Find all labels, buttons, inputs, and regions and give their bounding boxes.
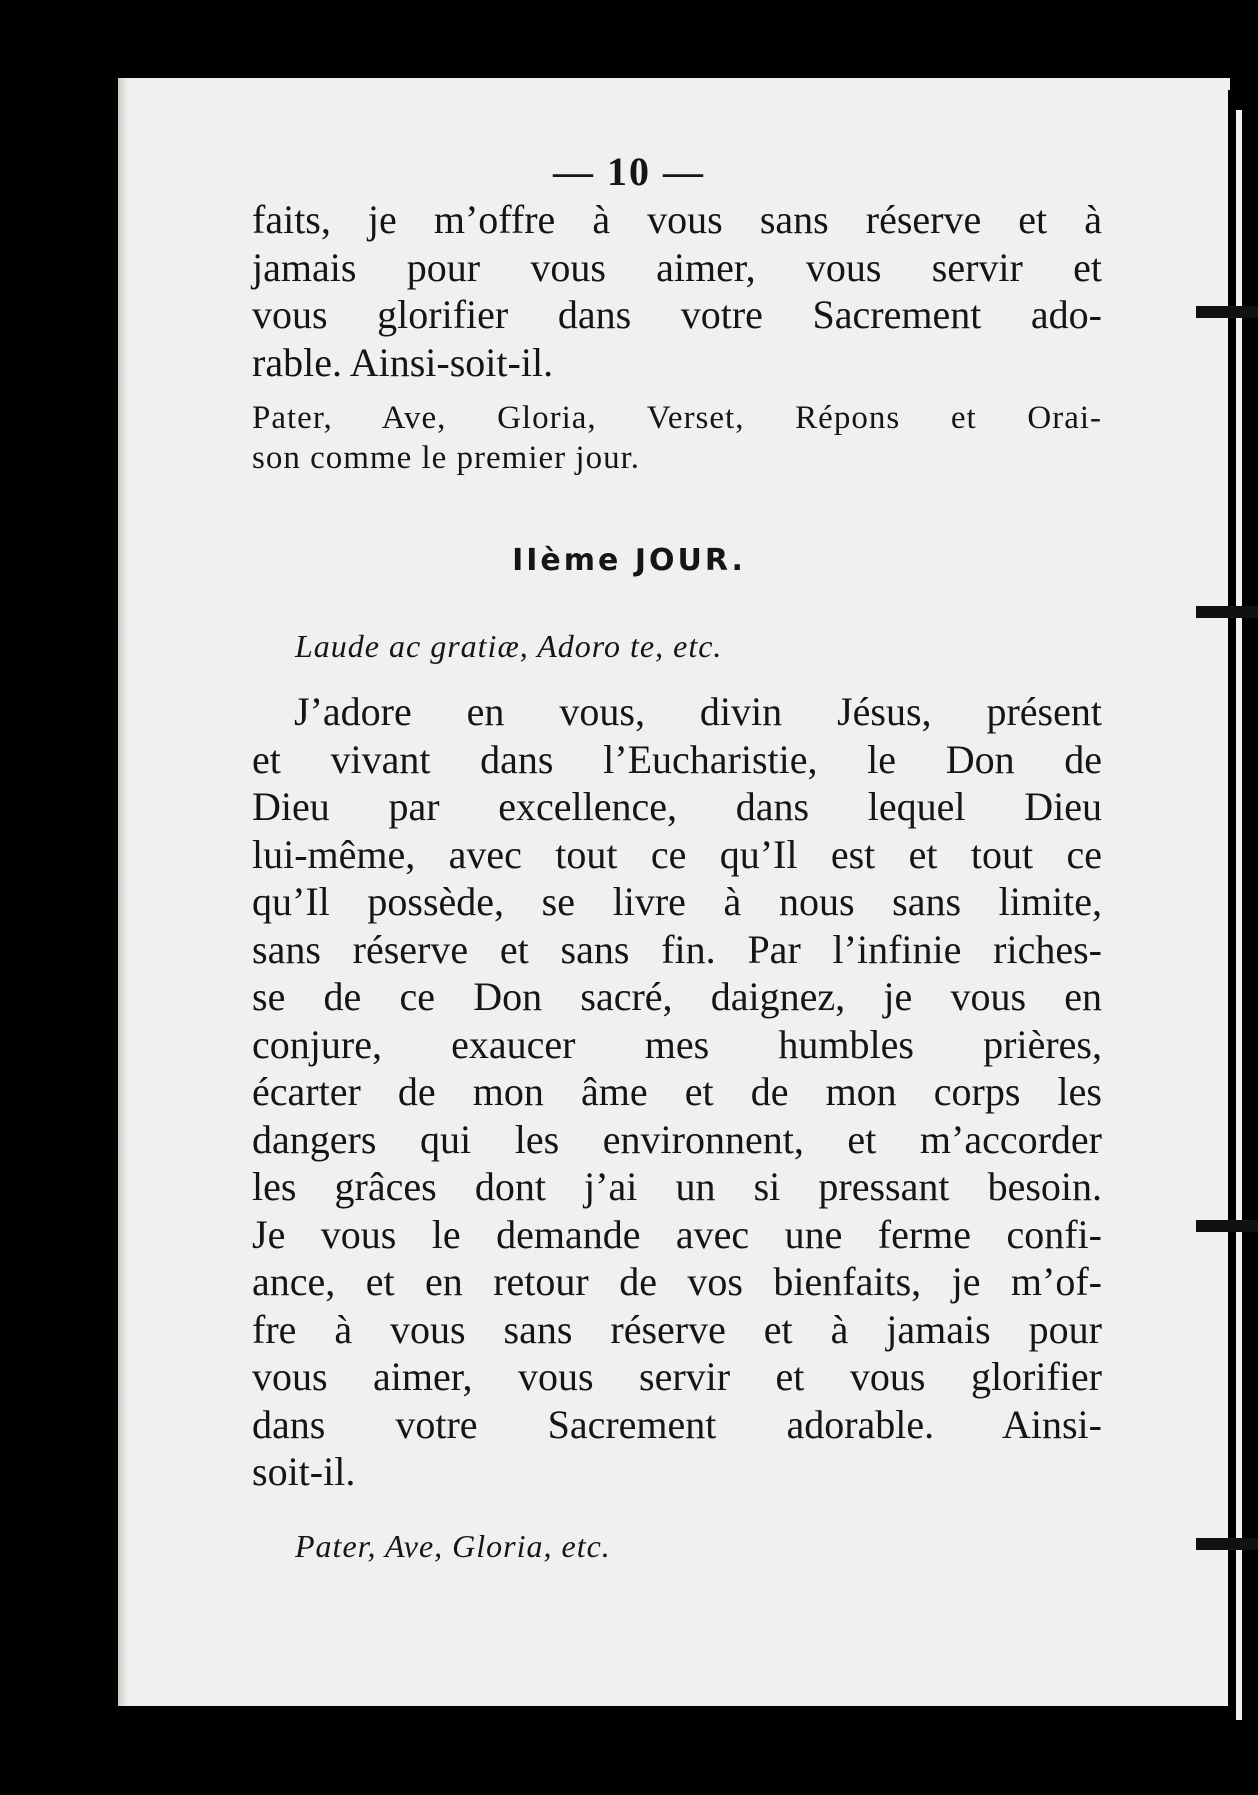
text-line: Je vous le demande avec une ferme confi- — [252, 1211, 1102, 1257]
text-line: jamais pour vous aimer, vous servir et — [252, 244, 1102, 290]
text-line: conjure, exaucer mes humbles prières, — [252, 1021, 1102, 1067]
text-line: sans réserve et sans fin. Par l’infinie riches- — [252, 926, 1102, 972]
text-line: se de ce Don sacré, daignez, je vous en — [252, 974, 1102, 1019]
rubric-line: Pater, Ave, Gloria, Verset, Répons et Orai- — [252, 400, 1102, 436]
rubric-paragraph — [252, 398, 1102, 478]
text-line: vous aimer, vous servir et vous glorifier — [252, 1354, 1102, 1399]
invocation-line: Laude ac gratiæ, Adoro te, etc. — [295, 628, 723, 664]
rubric-line: son comme le premier jour. — [252, 440, 640, 476]
text-line: fre à vous sans réserve et à jamais pour — [252, 1306, 1102, 1352]
text-line: écarter de mon âme et de mon corps les — [252, 1069, 1102, 1114]
intro-paragraph — [252, 196, 1102, 386]
text-line: et vivant dans l’Eucharistie, le Don de — [252, 736, 1102, 782]
text-line: dans votre Sacrement adorable. Ainsi- — [252, 1401, 1102, 1447]
text-line: ance, et en retour de vos bienfaits, je m’of- — [252, 1259, 1102, 1304]
day-heading: IIème JOUR. — [512, 543, 746, 578]
text-line: vous glorifier dans votre Sacrement ado- — [252, 292, 1102, 337]
binding-stitch — [1196, 1220, 1258, 1232]
binding-stitch — [1196, 1538, 1258, 1550]
text-line: rable. Ainsi-soit-il. — [252, 339, 554, 385]
text-line: Dieu par excellence, dans lequel Dieu — [252, 784, 1102, 829]
text-line: lui-même, avec tout ce qu’Il est et tout ce — [252, 831, 1102, 877]
page-number: — 10 — — [553, 149, 705, 194]
text-line: dangers qui les environnent, et m’accorder — [252, 1116, 1102, 1162]
binding-stitch — [1196, 606, 1258, 618]
text-line: les grâces dont j’ai un si pressant besoin. — [252, 1164, 1102, 1209]
binding-stitch — [1196, 306, 1258, 318]
text-line: soit-il. — [252, 1449, 356, 1494]
text-line: faits, je m’offre à vous sans réserve et à — [252, 197, 1102, 242]
text-line: J’adore en vous, divin Jésus, présent — [294, 689, 1102, 734]
page-edge-shadow — [118, 78, 128, 1706]
binding-edge — [1236, 110, 1242, 1720]
prayer-paragraph — [252, 688, 1102, 1496]
closing-rubric: Pater, Ave, Gloria, etc. — [295, 1528, 611, 1564]
text-line: qu’Il possède, se livre à nous sans limite, — [252, 879, 1102, 924]
